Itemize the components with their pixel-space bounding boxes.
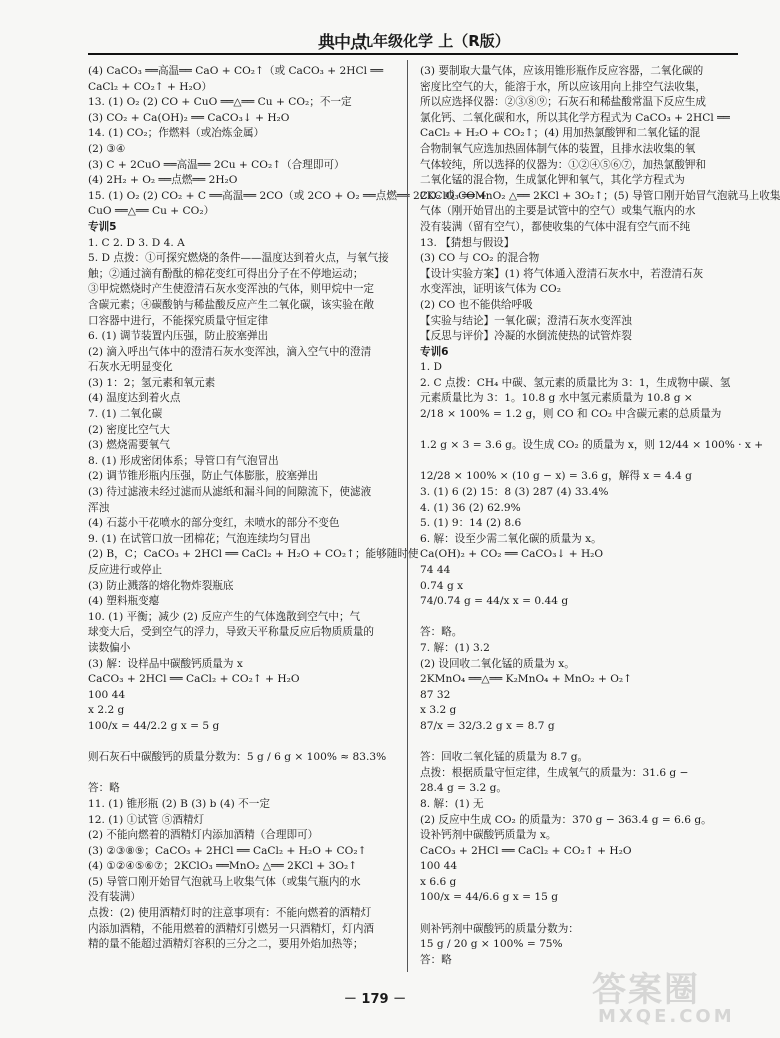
text-line: 15. (1) O₂ (2) CO₂ + C ══高温══ 2CO（或 2CO + O₂ ══点燃══ 2CO₂ 或 CO + bbox=[88, 189, 488, 202]
text-line: (2) ③④ bbox=[88, 142, 126, 155]
text-line: 水变浑浊，证明该气体为 CO₂ bbox=[420, 283, 561, 296]
text-line: 2KClO₃ ══MnO₂ △══ 2KCl + 3O₂↑；(5) 导管口刚开始冒气泡就马上收集 bbox=[420, 189, 780, 202]
text-line: 13. (1) O₂ (2) CO + CuO ══△══ Cu + CO₂；不一定 bbox=[88, 96, 352, 109]
text-line bbox=[420, 610, 738, 626]
text-line: (4) 石蕊小干花喷水的部分变红，未喷水的部分不变色 bbox=[88, 517, 340, 530]
text-line: (3) 待过滤液未经过滤而从滤纸和漏斗间的间隙流下，使滤液 bbox=[88, 486, 372, 499]
text-line: 答：略 bbox=[420, 953, 452, 966]
text-line: (2) 滴入呼出气体中的澄清石灰水变浑浊，滴入空气中的澄清 bbox=[88, 345, 372, 358]
text-line bbox=[420, 735, 738, 751]
text-line bbox=[88, 766, 398, 782]
text-line: 答：略。 bbox=[420, 626, 463, 639]
text-line: 3. (1) 6 (2) 15：8 (3) 287 (4) 33.4% bbox=[420, 486, 609, 499]
text-line: 专训5 bbox=[88, 220, 117, 233]
text-line: 【设计实验方案】(1) 将气体通入澄清石灰水中，若澄清石灰 bbox=[420, 267, 704, 280]
text-line: 专训6 bbox=[420, 345, 449, 358]
text-line: (4) CaCO₃ ══高温══ CaO + CO₂↑（或 CaCO₃ + 2HCl ══ bbox=[88, 65, 384, 77]
text-line: (2) 反应中生成 CO₂ 的质量为：370 g − 363.4 g = 6.6 g。 bbox=[420, 813, 712, 826]
column-divider bbox=[407, 60, 408, 972]
text-line: CaCO₃ + 2HCl ══ CaCl₂ + CO₂↑ + H₂O bbox=[88, 673, 300, 686]
text-line: (4) 温度达到着火点 bbox=[88, 392, 181, 405]
text-line: 2/18 × 100% = 1.2 g，则 CO 和 CO₂ 中含碳元素的总质量为 bbox=[420, 408, 722, 421]
text-line: CuO ══△══ Cu + CO₂） bbox=[88, 205, 215, 218]
text-line: 精的量不能超过酒精灯容积的三分之二，要用外焰加热等； bbox=[88, 938, 364, 951]
text-line: (4) 塑料瓶变瘪 bbox=[88, 595, 160, 608]
text-line: CaCl₂ + H₂O + CO₂↑；(4) 用加热氯酸钾和二氧化锰的混 bbox=[420, 127, 701, 140]
text-line: 6. (1) 调节装置内压强，防止胶塞弹出 bbox=[88, 330, 269, 343]
text-line: 4. (1) 36 (2) 62.9% bbox=[420, 501, 521, 514]
text-line: 合物制氧气应选加热固体制气体的装置，且排水法收集的氧 bbox=[420, 142, 696, 155]
text-line: 氯化钙、二氧化碳和水，所以其化学方程式为 CaCO₃ + 2HCl ══ bbox=[420, 111, 730, 124]
text-line: 74 44 bbox=[420, 564, 451, 576]
text-line: 100/x = 44/6.6 g x = 15 g bbox=[420, 891, 559, 904]
text-line: 内添加酒精，不能用燃着的酒精灯引燃另一只酒精灯，灯内酒 bbox=[88, 922, 375, 935]
text-line: 球变大后，受到空气的浮力，导致天平称量反应后物质质量的 bbox=[88, 626, 375, 639]
text-line: 1. D bbox=[420, 361, 442, 374]
text-line: 5. (1) 9：14 (2) 8.6 bbox=[420, 517, 522, 530]
text-line: 答：略 bbox=[88, 782, 120, 795]
text-line: 28.4 g = 3.2 g。 bbox=[420, 782, 507, 795]
text-line: (5) 导管口刚开始冒气泡就马上收集气体（或集气瓶内的水 bbox=[88, 875, 361, 888]
text-line: 6. 解：设至少需二氧化碳的质量为 x。 bbox=[420, 532, 602, 545]
text-line: (3) 1：2；氢元素和氧元素 bbox=[88, 376, 216, 389]
header-rule bbox=[88, 53, 738, 55]
text-line: (2) B，C；CaCO₃ + 2HCl ══ CaCl₂ + H₂O + CO₂↑；能够随时使 bbox=[88, 548, 419, 561]
text-line: 元素质量比为 3：1。10.8 g 水中氢元素质量为 10.8 g × bbox=[420, 392, 693, 405]
text-line: 2. C 点拨：CH₄ 中碳、氢元素的质量比为 3：1，生成物中碳、氢 bbox=[420, 376, 731, 389]
text-line: 9. (1) 在试管口放一团棉花；气泡连续均匀冒出 bbox=[88, 532, 311, 545]
text-line: 含碳元素；④碳酸钠与稀盐酸反应产生二氧化碳，该实验在敞 bbox=[88, 298, 375, 311]
text-line: (4) ①②④⑤⑥⑦；2KClO₃ ══MnO₂ △══ 2KCl + 3O₂↑ bbox=[88, 860, 358, 873]
text-line: 点拨：(2) 使用酒精灯时的注意事项有：不能向燃着的酒精灯 bbox=[88, 907, 372, 920]
text-line: 10. (1) 平衡；减少 (2) 反应产生的气体逸散到空气中；气 bbox=[88, 610, 361, 623]
text-line: 87 32 bbox=[420, 688, 451, 701]
text-line: (3) 解：设样品中碳酸钙质量为 x bbox=[88, 657, 243, 670]
text-line: 14. (1) CO₂；作燃料（或冶炼金属） bbox=[88, 127, 265, 140]
text-line: 点拨：根据质量守恒定律，生成氧气的质量为：31.6 g − bbox=[420, 766, 689, 779]
text-line: 12. (1) ①试管 ⑤酒精灯 bbox=[88, 813, 205, 826]
text-line: 100 44 bbox=[420, 860, 458, 873]
text-line bbox=[88, 735, 398, 751]
text-line: x 6.6 g bbox=[420, 875, 457, 888]
text-line: (4) 2H₂ + O₂ ══点燃══ 2H₂O bbox=[88, 174, 238, 187]
text-line: 5. D 点拨：①可探究燃烧的条件——温度达到着火点，与氧气接 bbox=[88, 252, 389, 265]
text-line: 反应进行或停止 bbox=[88, 564, 163, 576]
text-line: 2KMnO₄ ══△══ K₂MnO₄ + MnO₂ + O₂↑ bbox=[420, 673, 633, 686]
text-line: (2) 调节锥形瓶内压强，防止气体膨胀，胶塞弹出 bbox=[88, 470, 319, 483]
text-line: 浑浊 bbox=[88, 501, 110, 514]
text-line: (3) CO 与 CO₂ 的混合物 bbox=[420, 252, 540, 265]
text-line: 100 44 bbox=[88, 688, 126, 701]
text-line bbox=[420, 454, 738, 470]
text-line: (3) C + 2CuO ══高温══ 2Cu + CO₂↑（合理即可） bbox=[88, 158, 345, 171]
text-line: 7. 解：(1) 3.2 bbox=[420, 641, 490, 654]
text-line: (3) 燃烧需要氧气 bbox=[88, 439, 170, 452]
text-line: 15 g / 20 g × 100% = 75% bbox=[420, 938, 563, 951]
text-line: (3) 要制取大量气体，应该用锥形瓶作反应容器，二氧化碳的 bbox=[420, 65, 704, 77]
text-line: 1.2 g × 3 = 3.6 g。设生成 CO₂ 的质量为 x，则 12/44 × 100% · x + bbox=[420, 439, 764, 452]
text-line: 13. 【猜想与假设】 bbox=[420, 236, 515, 249]
text-line: 二氧化锰的混合物，生成氯化钾和氧气，其化学方程式为 bbox=[420, 174, 685, 187]
text-line: (2) CO 也不能供给呼吸 bbox=[420, 298, 533, 311]
watermark-logo bbox=[592, 962, 742, 1032]
text-line: 7. (1) 二氧化碳 bbox=[88, 408, 163, 421]
text-line: 气体（刚开始冒出的主要是试管中的空气）或集气瓶内的水 bbox=[420, 205, 696, 218]
text-line: 没有装满（留有空气），都使收集的气体中混有空气而不纯 bbox=[420, 220, 691, 233]
page-header bbox=[0, 0, 750, 52]
text-line: 读数偏小 bbox=[88, 641, 131, 654]
text-line: 密度比空气的大，能溶于水，所以应该用向上排空气法收集， bbox=[420, 80, 707, 93]
text-line: x 3.2 g bbox=[420, 704, 457, 717]
text-line: 则石灰石中碳酸钙的质量分数为：5 g / 6 g × 100% ≈ 83.3% bbox=[88, 751, 387, 764]
text-line: (3) CO₂ + Ca(OH)₂ ══ CaCO₃↓ + H₂O bbox=[88, 111, 290, 124]
text-line: 87/x = 32/3.2 g x = 8.7 g bbox=[420, 719, 555, 732]
text-line bbox=[420, 423, 738, 439]
text-line: 【反思与评价】冷凝的水倒流使热的试管炸裂 bbox=[420, 330, 632, 343]
book-logo: 典中点 bbox=[318, 33, 366, 53]
text-line: CaCO₃ + 2HCl ══ CaCl₂ + CO₂↑ + H₂O bbox=[420, 844, 632, 857]
text-line: 8. 解：(1) 无 bbox=[420, 797, 484, 810]
text-line: 74/0.74 g = 44/x x = 0.44 g bbox=[420, 595, 569, 608]
text-line: (2) 设回收二氧化锰的质量为 x。 bbox=[420, 657, 575, 670]
text-line: (2) 密度比空气大 bbox=[88, 423, 170, 436]
text-line bbox=[420, 906, 738, 922]
text-line: CaCl₂ + CO₂↑ + H₂O） bbox=[88, 80, 213, 93]
text-line: 100/x = 44/2.2 g x = 5 g bbox=[88, 719, 220, 732]
text-line: (3) ②③⑧⑨；CaCO₃ + 2HCl ══ CaCl₂ + H₂O + CO₂↑ bbox=[88, 844, 367, 857]
text-line: 【实验与结论】一氧化碳；澄清石灰水变浑浊 bbox=[420, 314, 632, 327]
text-line: 口容器中进行，不能探究质量守恒定律 bbox=[88, 314, 269, 327]
text-line: (2) 不能向燃着的酒精灯内添加酒精（合理即可） bbox=[88, 829, 319, 842]
text-line: 没有装满） bbox=[88, 891, 141, 904]
text-line: 则补钙剂中碳酸钙的质量分数为： bbox=[420, 922, 579, 935]
text-line: 答：回收二氧化锰的质量为 8.7 g。 bbox=[420, 751, 589, 764]
right-column bbox=[420, 64, 780, 968]
page-number: － 179 － bbox=[343, 992, 407, 1007]
text-line: 设补钙剂中碳酸钙质量为 x。 bbox=[420, 829, 557, 842]
text-line: (3) 防止溅落的熔化物炸裂瓶底 bbox=[88, 579, 234, 592]
text-line: 石灰水无明显变化 bbox=[88, 361, 173, 374]
text-line: 触；②通过滴有酚酞的棉花变红可得出分子在不停地运动； bbox=[88, 267, 364, 280]
text-line: 11. (1) 锥形瓶 (2) B (3) b (4) 不一定 bbox=[88, 797, 270, 810]
text-line: 气体较纯，所以选择的仪器为：①②④⑤⑥⑦，加热氯酸钾和 bbox=[420, 158, 707, 171]
text-line: 12/28 × 100% × (10 g − x) = 3.6 g，解得 x = 4.4 g bbox=[420, 470, 692, 483]
text-line: 8. (1) 形成密闭体系；导管口有气泡冒出 bbox=[88, 454, 279, 467]
text-line: x 2.2 g bbox=[88, 704, 125, 717]
text-line: 0.74 g x bbox=[420, 579, 464, 592]
text-line: 所以应选择仪器：②③⑧⑨；石灰石和稀盐酸常温下反应生成 bbox=[420, 96, 707, 109]
text-line: 1. C 2. D 3. D 4. A bbox=[88, 236, 185, 249]
watermark-url: MXQE.COM bbox=[598, 1006, 735, 1027]
watermark-text: 答案圈 bbox=[592, 970, 700, 1010]
text-line: Ca(OH)₂ + CO₂ ══ CaCO₃↓ + H₂O bbox=[420, 548, 604, 561]
page-title: 九年级化学 上（R版） bbox=[358, 32, 510, 50]
text-line: ③甲烷燃烧时产生使澄清石灰水变浑浊的气体，则甲烷中一定 bbox=[88, 283, 375, 296]
